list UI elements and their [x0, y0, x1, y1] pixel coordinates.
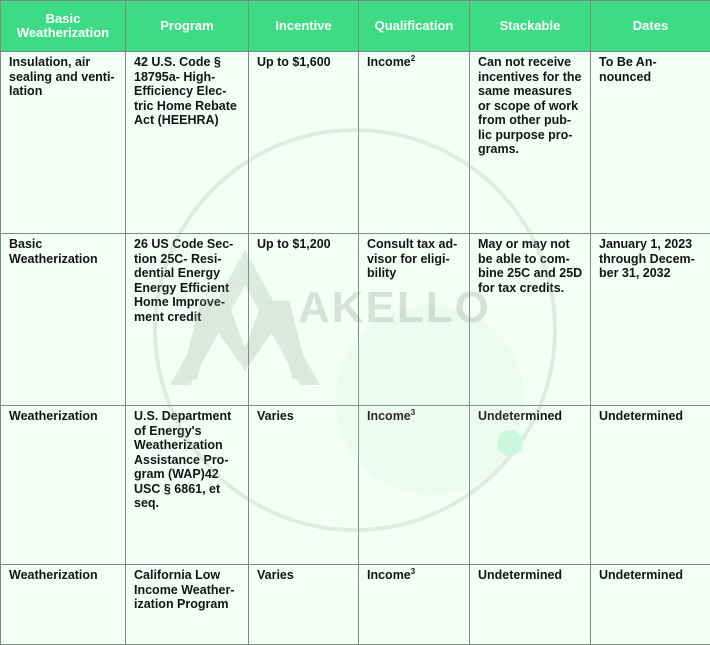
- qualification-text: Income: [367, 55, 411, 69]
- cell-measure: Basic Weatherization: [1, 234, 126, 406]
- cell-qualification: [359, 565, 470, 645]
- cell-incentive: Up to $1,600: [249, 52, 359, 234]
- cell-stackable: May or may not be able to com-bine 25C and 25D for tax credits.: [470, 234, 591, 406]
- table-row: [1, 406, 710, 565]
- cell-stackable: Can not receive incentives for the same measures or scope of work from other pub-lic purpose pro-grams.: [470, 52, 591, 234]
- footnote-marker: 2: [411, 54, 415, 63]
- table-row: [1, 234, 710, 406]
- cell-dates: January 1, 2023 through Decem-ber 31, 2032: [591, 234, 710, 406]
- table-row: [1, 565, 710, 645]
- footnote-marker: 3: [411, 567, 415, 576]
- cell-incentive: Up to $1,200: [249, 234, 359, 406]
- cell-stackable: Undetermined: [470, 565, 591, 645]
- cell-stackable: Undetermined: [470, 406, 591, 565]
- cell-program: California Low Income Weather-ization Program: [126, 565, 249, 645]
- header-program: Program: [126, 1, 249, 52]
- header-qualification: Qualification: [359, 1, 470, 52]
- watermark-text: AKELLO: [298, 283, 491, 332]
- cell-program: 26 US Code Sec-tion 25C- Resi-dential Energy Energy Efficient Home Improve-ment credit: [126, 234, 249, 406]
- cell-measure: Weatherization: [1, 565, 126, 645]
- cell-qualification: [359, 406, 470, 565]
- cell-measure: Weatherization: [1, 406, 126, 565]
- cell-dates: To Be An-nounced: [591, 52, 710, 234]
- qualification-text: Income: [367, 409, 411, 423]
- footnote-marker: 3: [411, 408, 415, 417]
- header-incentive: Incentive: [249, 1, 359, 52]
- qualification-text: Income: [367, 568, 411, 582]
- cell-measure: Insulation, air sealing and venti-lation: [1, 52, 126, 234]
- header-basic-weatherization: Basic Weatherization: [1, 1, 126, 52]
- cell-incentive: Varies: [249, 406, 359, 565]
- cell-qualification: [359, 52, 470, 234]
- cell-dates: Undetermined: [591, 565, 710, 645]
- table-header-row: [1, 1, 710, 52]
- qualification-text: Consult tax ad-visor for eligi-bility: [367, 237, 457, 280]
- header-dates: Dates: [591, 1, 710, 52]
- header-stackable: Stackable: [470, 1, 591, 52]
- cell-incentive: Varies: [249, 565, 359, 645]
- cell-program: U.S. Department of Energy's Weatherization Assistance Pro-gram (WAP)42 USC § 6861, et seq.: [126, 406, 249, 565]
- cell-program: 42 U.S. Code § 18795a- High-Efficiency Elec-tric Home Rebate Act (HEEHRA): [126, 52, 249, 234]
- table-row: [1, 52, 710, 234]
- cell-qualification: [359, 234, 470, 406]
- cell-dates: Undetermined: [591, 406, 710, 565]
